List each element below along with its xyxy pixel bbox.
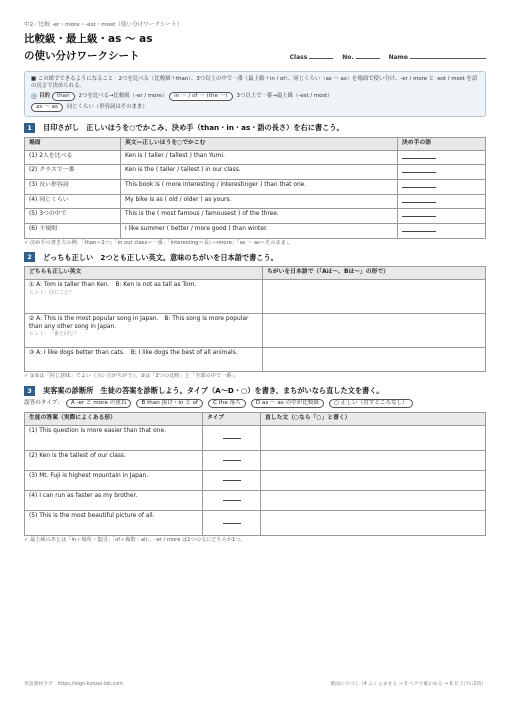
footer <box>24 682 486 688</box>
answer-blank[interactable] <box>402 153 436 159</box>
name-label: Name <box>388 53 408 61</box>
table-row <box>25 490 486 510</box>
scene-cell: (5) 3つの中で <box>25 209 121 224</box>
section-2-table <box>24 266 486 372</box>
section-3-note: ✓ 最上級のあとは「in＋場所・集団」「of＋複数・all」。-er / more は1つの文にどちらか1つ。 <box>24 536 246 543</box>
section-number: 1 <box>24 123 35 133</box>
no-field[interactable] <box>356 58 380 59</box>
scene-cell: (2) クラスで一番 <box>25 165 121 180</box>
section-title: 目印さがし 正しいほうを○でかこみ、決め手（than・in・as・語の長さ）を右に書こう。 <box>43 123 344 133</box>
answer-blank[interactable] <box>402 182 436 188</box>
pill-as-as-desc: 同じくらい（形容詞はそのまま） <box>66 104 148 111</box>
section-3-table <box>24 412 486 536</box>
table-row <box>25 280 486 314</box>
section-2-header <box>24 252 486 262</box>
sentence-pair: ① A: Tom is taller than Ken. B: Ken is not as tall as Tom. <box>29 282 197 289</box>
sentence-cell[interactable]: My bike is as ( old / older ) as yours. <box>121 194 398 209</box>
class-label: Class <box>289 53 308 61</box>
table-row <box>25 180 486 195</box>
section-1-header <box>24 123 486 133</box>
type-pill-d: D as 〜 as の中が比較級 <box>251 399 324 408</box>
answer-cell[interactable] <box>263 280 486 314</box>
type-blank[interactable] <box>223 433 241 439</box>
page-title-line2: の使い分けワークシート <box>24 50 140 63</box>
sentence-cell[interactable]: I like summer ( better / more good ) than winter. <box>121 224 398 239</box>
sentence-cell[interactable]: This is the ( most famous / famousest ) of the three. <box>121 209 398 224</box>
table-row <box>25 510 486 535</box>
student-info <box>290 54 486 62</box>
page-title: 比較級・最上級・as 〜 as <box>24 33 153 46</box>
scene-cell: (4) 同じくらい <box>25 194 121 209</box>
student-answer: (2) Ken is the tallest of our class. <box>25 450 203 470</box>
answer-blank[interactable] <box>402 167 436 173</box>
section-number: 3 <box>24 386 35 396</box>
type-label: 誤答のタイプ： <box>24 399 63 406</box>
col-header: ちがいを日本語で（「Aは〜、Bは〜」の形で） <box>263 267 486 280</box>
type-pill-b: B than 抜け・in と of <box>136 399 203 408</box>
pill-in-of-desc: 3つ以上で一番→最上級（-est / most） <box>236 92 333 99</box>
answer-cell[interactable] <box>263 314 486 348</box>
sentence-cell[interactable]: This book is ( more interesting / interestinger ) than that one. <box>121 180 398 195</box>
type-pill-a: A -er と more の重ね <box>66 399 132 408</box>
section-number: 2 <box>24 252 35 262</box>
table-row <box>25 165 486 180</box>
col-header: 直した文（○なら「○」と書く） <box>261 413 486 426</box>
hint-text: ヒント：同じこと？ <box>29 289 75 296</box>
pill-as-as: as 〜 as <box>31 103 63 112</box>
section-title: 実客案の診断所 生徒の答案を診断しよう。タイプ（A〜D・○）を書き、まちがいなら直した文を書く。 <box>43 386 384 396</box>
type-blank[interactable] <box>223 455 241 461</box>
sentence-cell[interactable]: Ken is ( taller / tallest ) than Yumi. <box>121 150 398 165</box>
scene-cell: (6) 不規則 <box>25 224 121 239</box>
section-2-note: ✓ ①②は「同じ意味」でよい（言い方がちがう）。③は「2つの比較」と「全部の中で一番」。 <box>24 373 240 380</box>
target-label: 目的 <box>39 92 50 99</box>
sentence-pair: ② A: This is the most popular song in Japan. B: This song is more popular than any other song in Japan. <box>29 316 249 330</box>
student-answer: (1) This question is more easier than that one. <box>25 425 203 450</box>
footer-site[interactable]: 英語教材ラボ https://eigo-kyozai-lab.com <box>24 682 123 687</box>
section-1-note: ✓ 決め手の書き方の例：「than＝2つ」「in our class＝一番」「interesting＝長い→more」「as 〜 as＝そのまま」。 <box>24 239 294 246</box>
class-field[interactable] <box>309 58 333 59</box>
student-answer: (4) I can run as faster as my brother. <box>25 490 203 510</box>
no-label: No. <box>342 53 354 61</box>
footer-continue: 裏面につづく（4 ふくらませる → 5 ペアで確かめる → 6 仕上げの1問） <box>330 682 486 687</box>
col-header: 場面 <box>25 138 121 151</box>
correction-cell[interactable] <box>261 425 486 450</box>
pill-than: than <box>52 92 75 101</box>
correction-cell[interactable] <box>261 450 486 470</box>
type-blank[interactable] <box>223 475 241 481</box>
table-row <box>25 425 486 450</box>
breadcrumb: 中2／比較 -er・more・-est・most（使い分けワークシート） <box>24 22 183 28</box>
section-3-header <box>24 386 486 396</box>
type-pill-c: C the 落ち <box>208 399 246 408</box>
scene-cell: (3) 長い形容詞 <box>25 180 121 195</box>
hint-text: ヒント：一番と同じ？ <box>29 331 80 338</box>
table-row <box>25 194 486 209</box>
student-answer: (5) This is the most beautiful picture of all. <box>25 510 203 535</box>
table-row <box>25 314 486 348</box>
table-row <box>25 470 486 490</box>
table-row <box>25 150 486 165</box>
pill-than-desc: 2つを比べる→比較級（-er / more） <box>78 92 168 99</box>
name-field[interactable] <box>410 58 486 59</box>
error-types <box>24 399 486 408</box>
col-header: どちらも正しい英文 <box>25 267 263 280</box>
answer-blank[interactable] <box>402 226 436 232</box>
answer-blank[interactable] <box>402 211 436 217</box>
table-row <box>25 224 486 239</box>
section-1-table <box>24 137 486 239</box>
section-title: どっちも正しい 2つとも正しい英文。意味のちがいを日本語で書こう。 <box>43 252 278 262</box>
student-answer: (3) Mt. Fuji is highest mountain in Japan. <box>25 470 203 490</box>
col-header: 決め手の語 <box>398 138 486 151</box>
correction-cell[interactable] <box>261 470 486 490</box>
type-blank[interactable] <box>223 495 241 501</box>
pill-in-of: in 〜 / of 〜 (the 〜) <box>169 92 232 101</box>
worksheet <box>24 22 486 543</box>
table-row <box>25 450 486 470</box>
col-header: 英文—正しいほうを○でかこむ <box>121 138 398 151</box>
scene-cell: (1) 2人を比べる <box>25 150 121 165</box>
answer-cell[interactable] <box>263 348 486 372</box>
table-row <box>25 209 486 224</box>
info-box <box>24 71 486 118</box>
correction-cell[interactable] <box>261 490 486 510</box>
col-header: 生徒の答案（実際によくある形） <box>25 413 203 426</box>
info-text: ■ この紙でできるようになること 2つを比べる（比較級＋than）、3つ以上の中で一番（最上級＋in / of）、同じくらい（as 〜 as）を場面で使い分け、-er / more と -est / most を語の長さで決められる。 <box>31 75 478 89</box>
type-pill-ok: ○ 正しい（直すところなし） <box>329 399 413 408</box>
type-blank[interactable] <box>223 518 241 524</box>
correction-cell[interactable] <box>261 510 486 535</box>
answer-blank[interactable] <box>402 197 436 203</box>
sentence-cell[interactable]: Ken is the ( taller / tallest ) in our class. <box>121 165 398 180</box>
table-row <box>25 348 486 372</box>
sentence-pair: ③ A: I like dogs better than cats. B: I like dogs the best of all animals. <box>29 350 238 357</box>
target-icon: ◎ <box>31 91 38 100</box>
col-header: タイプ <box>203 413 261 426</box>
